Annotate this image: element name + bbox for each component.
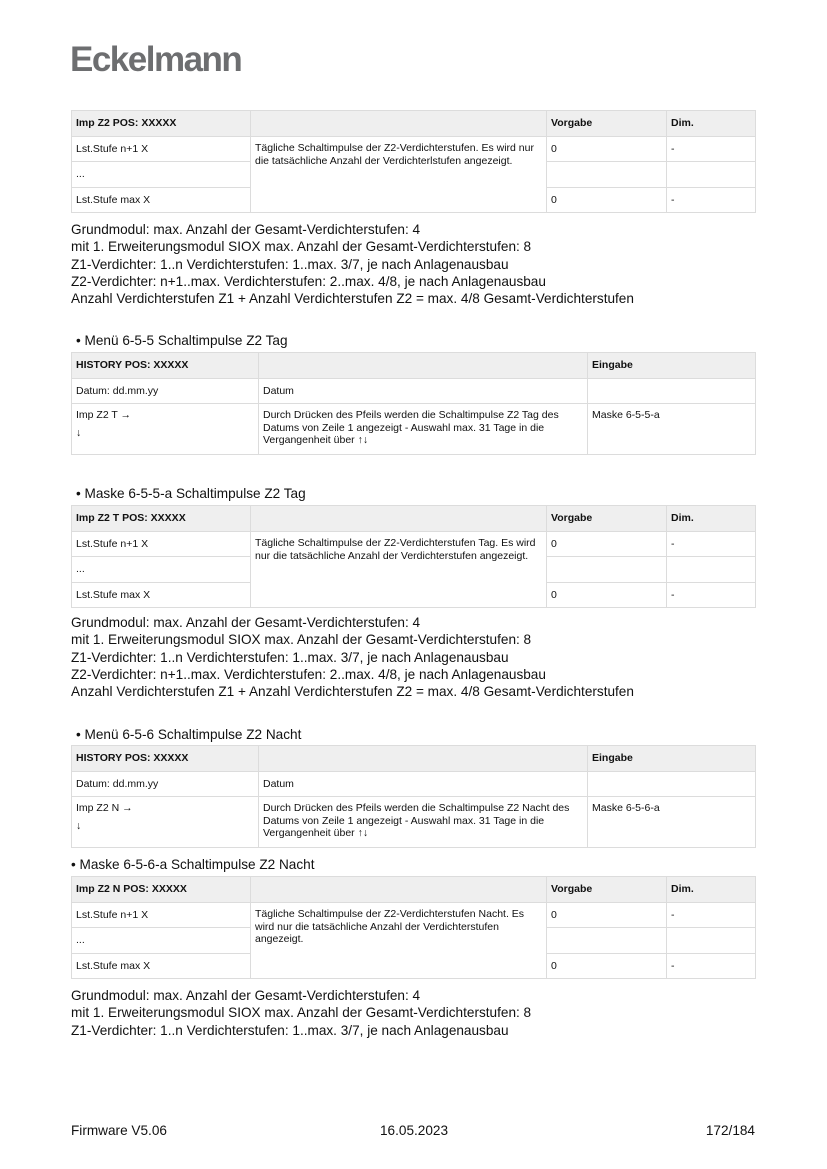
note-line: Z1-Verdichter: 1..n Verdichterstufen: 1..max. 3/7, je nach Anlagenausbau (71, 1022, 509, 1038)
parameter-table (71, 876, 756, 979)
row-label: ... (72, 928, 251, 954)
note-line: Z1-Verdichter: 1..n Verdichterstufen: 1..max. 3/7, je nach Anlagenausbau (71, 649, 509, 665)
table-header-row (72, 506, 756, 532)
header-dim: Dim. (667, 877, 756, 903)
row-input (588, 379, 756, 404)
header-description (259, 353, 588, 379)
heading-maske-6-5-6-a: • Maske 6-5-6-a Schaltimpulse Z2 Nacht (71, 857, 315, 872)
table-header-row (72, 746, 756, 772)
row-default: 0 (547, 903, 667, 928)
heading-menu-6-5-6: • Menü 6-5-6 Schaltimpulse Z2 Nacht (76, 727, 302, 742)
row-label: Lst.Stufe n+1 X (72, 532, 251, 557)
history-table (71, 352, 756, 455)
row-default: 0 (547, 137, 667, 162)
notes-1 (71, 221, 634, 307)
header-default: Vorgabe (547, 506, 667, 532)
header-title: Imp Z2 T POS: XXXXX (72, 506, 251, 532)
row-dim: - (667, 954, 756, 979)
row-input: Maske 6-5-5-a (588, 404, 756, 455)
header-title: HISTORY POS: XXXXX (72, 353, 259, 379)
header-default: Vorgabe (547, 877, 667, 903)
row-default: 0 (547, 532, 667, 557)
table-header-row (72, 353, 756, 379)
row-default (547, 928, 667, 954)
row-dim: - (667, 903, 756, 928)
table-history-z2-nacht (71, 745, 755, 848)
row-default: 0 (547, 954, 667, 979)
note-line: mit 1. Erweiterungsmodul SIOX max. Anzahl der Gesamt-Verdichterstufen: 8 (71, 1005, 532, 1021)
header-description (251, 877, 547, 903)
table-row (72, 532, 756, 557)
arrow-down-icon[interactable]: ↓ (76, 819, 82, 832)
note-line: Z1-Verdichter: 1..n Verdichterstufen: 1..max. 3/7, je nach Anlagenausbau (71, 256, 509, 272)
note-line: Grundmodul: max. Anzahl der Gesamt-Verdichterstufen: 4 (71, 222, 421, 237)
row-default: 0 (547, 188, 667, 213)
row-description: Datum (259, 379, 588, 404)
row-label: Lst.Stufe max X (72, 583, 251, 608)
parameter-table (71, 110, 756, 213)
heading-menu-6-5-5: • Menü 6-5-5 Schaltimpulse Z2 Tag (76, 333, 288, 348)
row-description: Tägliche Schaltimpulse der Z2-Verdichterstufen. Es wird nur die tatsächliche Anzahl der Verdichterlstufen angezeigt. (251, 137, 547, 213)
table-header-row (72, 111, 756, 137)
footer-firmware: Firmware V5.06 (71, 1123, 167, 1138)
table-row (72, 797, 756, 848)
footer-date: 16.05.2023 (380, 1123, 449, 1138)
header-dim: Dim. (667, 506, 756, 532)
table-row (72, 772, 756, 797)
table-history-z2-tag (71, 352, 755, 455)
table-row (72, 137, 756, 162)
parameter-table (71, 505, 756, 608)
table-row (72, 379, 756, 404)
row-label: Lst.Stufe n+1 X (72, 903, 251, 928)
note-line: mit 1. Erweiterungsmodul SIOX max. Anzahl der Gesamt-Verdichterstufen: 8 (71, 239, 532, 255)
note-line: mit 1. Erweiterungsmodul SIOX max. Anzahl der Gesamt-Verdichterstufen: 8 (71, 632, 532, 648)
row-dim: - (667, 188, 756, 213)
header-description (251, 111, 547, 137)
row-label: Datum: dd.mm.yy (72, 772, 259, 797)
row-input (588, 772, 756, 797)
row-description: Tägliche Schaltimpulse der Z2-Verdichterstufen Nacht. Es wird nur die tatsächliche Anzahl der Verdichterstufen angezeigt. (251, 903, 547, 979)
row-description: Durch Drücken des Pfeils werden die Schaltimpulse Z2 Nacht des Datums von Zeile 1 angezeigt - Auswahl max. 31 Tage in die Vergangenheit über ↑↓ (259, 797, 588, 848)
note-line: Z2-Verdichter: n+1..max. Verdichterstufen: 2..max. 4/8, je nach Anlagenausbau (71, 273, 546, 289)
arrow-down-icon[interactable]: ↓ (76, 426, 82, 439)
footer-page-number: 172/184 (705, 1123, 755, 1138)
row-dim: - (667, 532, 756, 557)
row-dim (667, 162, 756, 188)
row-default: 0 (547, 583, 667, 608)
imp-label: Imp Z2 T → (76, 409, 132, 421)
imp-label: Imp Z2 N → (76, 802, 133, 814)
note-line: Grundmodul: max. Anzahl der Gesamt-Verdichterstufen: 4 (71, 615, 421, 630)
header-default: Vorgabe (547, 111, 667, 137)
row-label: Lst.Stufe max X (72, 954, 251, 979)
row-default (547, 162, 667, 188)
notes-3 (71, 987, 531, 1039)
header-dim: Dim. (667, 111, 756, 137)
row-input: Maske 6-5-6-a (588, 797, 756, 848)
row-label (72, 404, 259, 455)
row-dim (667, 928, 756, 954)
header-title: Imp Z2 N POS: XXXXX (72, 877, 251, 903)
row-dim (667, 557, 756, 583)
header-title: HISTORY POS: XXXXX (72, 746, 259, 772)
header-input: Eingabe (588, 746, 756, 772)
row-label: Lst.Stufe max X (72, 188, 251, 213)
note-line: Grundmodul: max. Anzahl der Gesamt-Verdichterstufen: 4 (71, 988, 421, 1003)
table-imp-z2-t (71, 505, 755, 608)
table-imp-z2-n (71, 876, 755, 979)
header-title: Imp Z2 POS: XXXXX (72, 111, 251, 137)
table-imp-z2 (71, 110, 755, 213)
row-default (547, 557, 667, 583)
row-dim: - (667, 583, 756, 608)
row-dim: - (667, 137, 756, 162)
table-row (72, 903, 756, 928)
note-line: Z2-Verdichter: n+1..max. Verdichterstufen: 2..max. 4/8, je nach Anlagenausbau (71, 666, 546, 682)
table-row (72, 404, 756, 455)
note-line: Anzahl Verdichterstufen Z1 + Anzahl Verdichterstufen Z2 = max. 4/8 Gesamt-Verdichterstufen (71, 684, 634, 700)
note-line: Anzahl Verdichterstufen Z1 + Anzahl Verdichterstufen Z2 = max. 4/8 Gesamt-Verdichterstufen (71, 291, 634, 307)
notes-2 (71, 614, 634, 700)
row-description: Durch Drücken des Pfeils werden die Schaltimpulse Z2 Tag des Datums von Zeile 1 angezeigt - Auswahl max. 31 Tage in die Vergangenheit über ↑↓ (259, 404, 588, 455)
heading-maske-6-5-5-a: • Maske 6-5-5-a Schaltimpulse Z2 Tag (76, 486, 306, 501)
row-description: Datum (259, 772, 588, 797)
header-description (259, 746, 588, 772)
row-label: ... (72, 557, 251, 583)
row-description: Tägliche Schaltimpulse der Z2-Verdichterstufen Tag. Es wird nur die tatsächliche Anzahl der Verdichterstufen angezeigt. (251, 532, 547, 608)
row-label: Lst.Stufe n+1 X (72, 137, 251, 162)
header-description (251, 506, 547, 532)
history-table (71, 745, 756, 848)
eckelmann-logo: Eckelmann (70, 40, 242, 79)
table-header-row (72, 877, 756, 903)
row-label (72, 797, 259, 848)
header-input: Eingabe (588, 353, 756, 379)
row-label: Datum: dd.mm.yy (72, 379, 259, 404)
row-label: ... (72, 162, 251, 188)
